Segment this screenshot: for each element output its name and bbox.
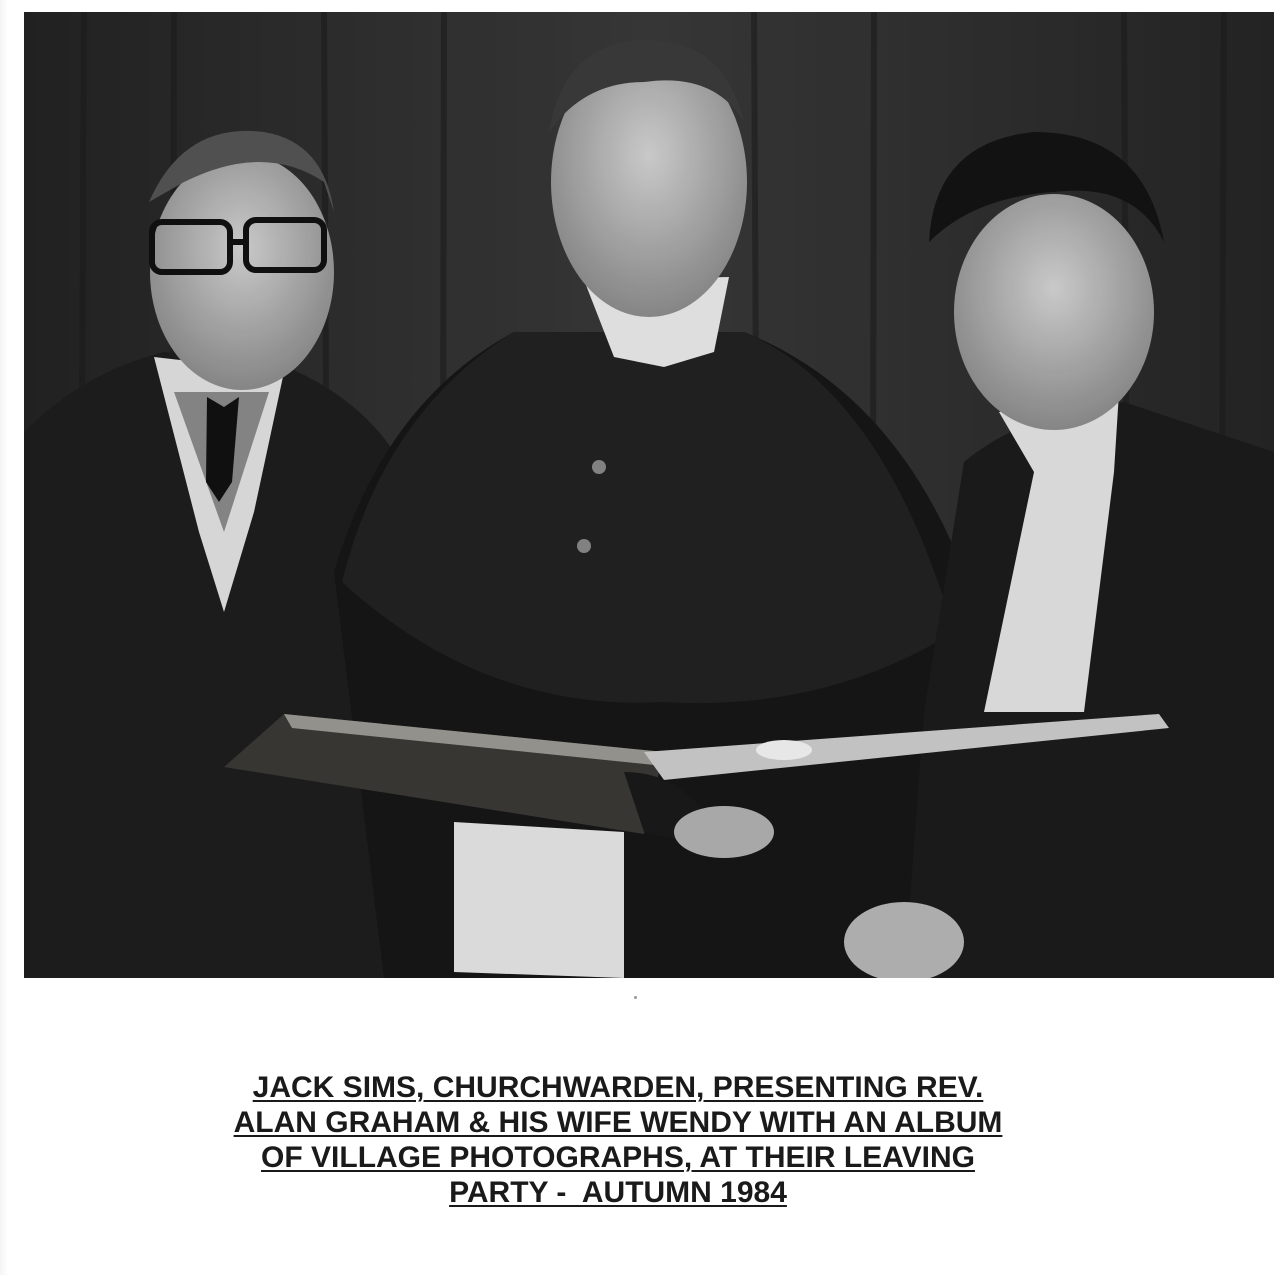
photo-scene	[24, 12, 1274, 978]
photograph	[24, 12, 1274, 978]
photo-caption	[0, 1070, 1236, 1210]
caption-line-4: PARTY - AUTUMN 1984	[449, 1176, 787, 1209]
caption-line-3: OF VILLAGE PHOTOGRAPHS, AT THEIR LEAVING	[261, 1141, 975, 1174]
dust-speck	[634, 996, 637, 999]
caption-line-1: JACK SIMS, CHURCHWARDEN, PRESENTING REV.	[252, 1071, 984, 1104]
caption-line-2: ALAN GRAHAM & HIS WIFE WENDY WITH AN ALBUM	[233, 1106, 1003, 1139]
